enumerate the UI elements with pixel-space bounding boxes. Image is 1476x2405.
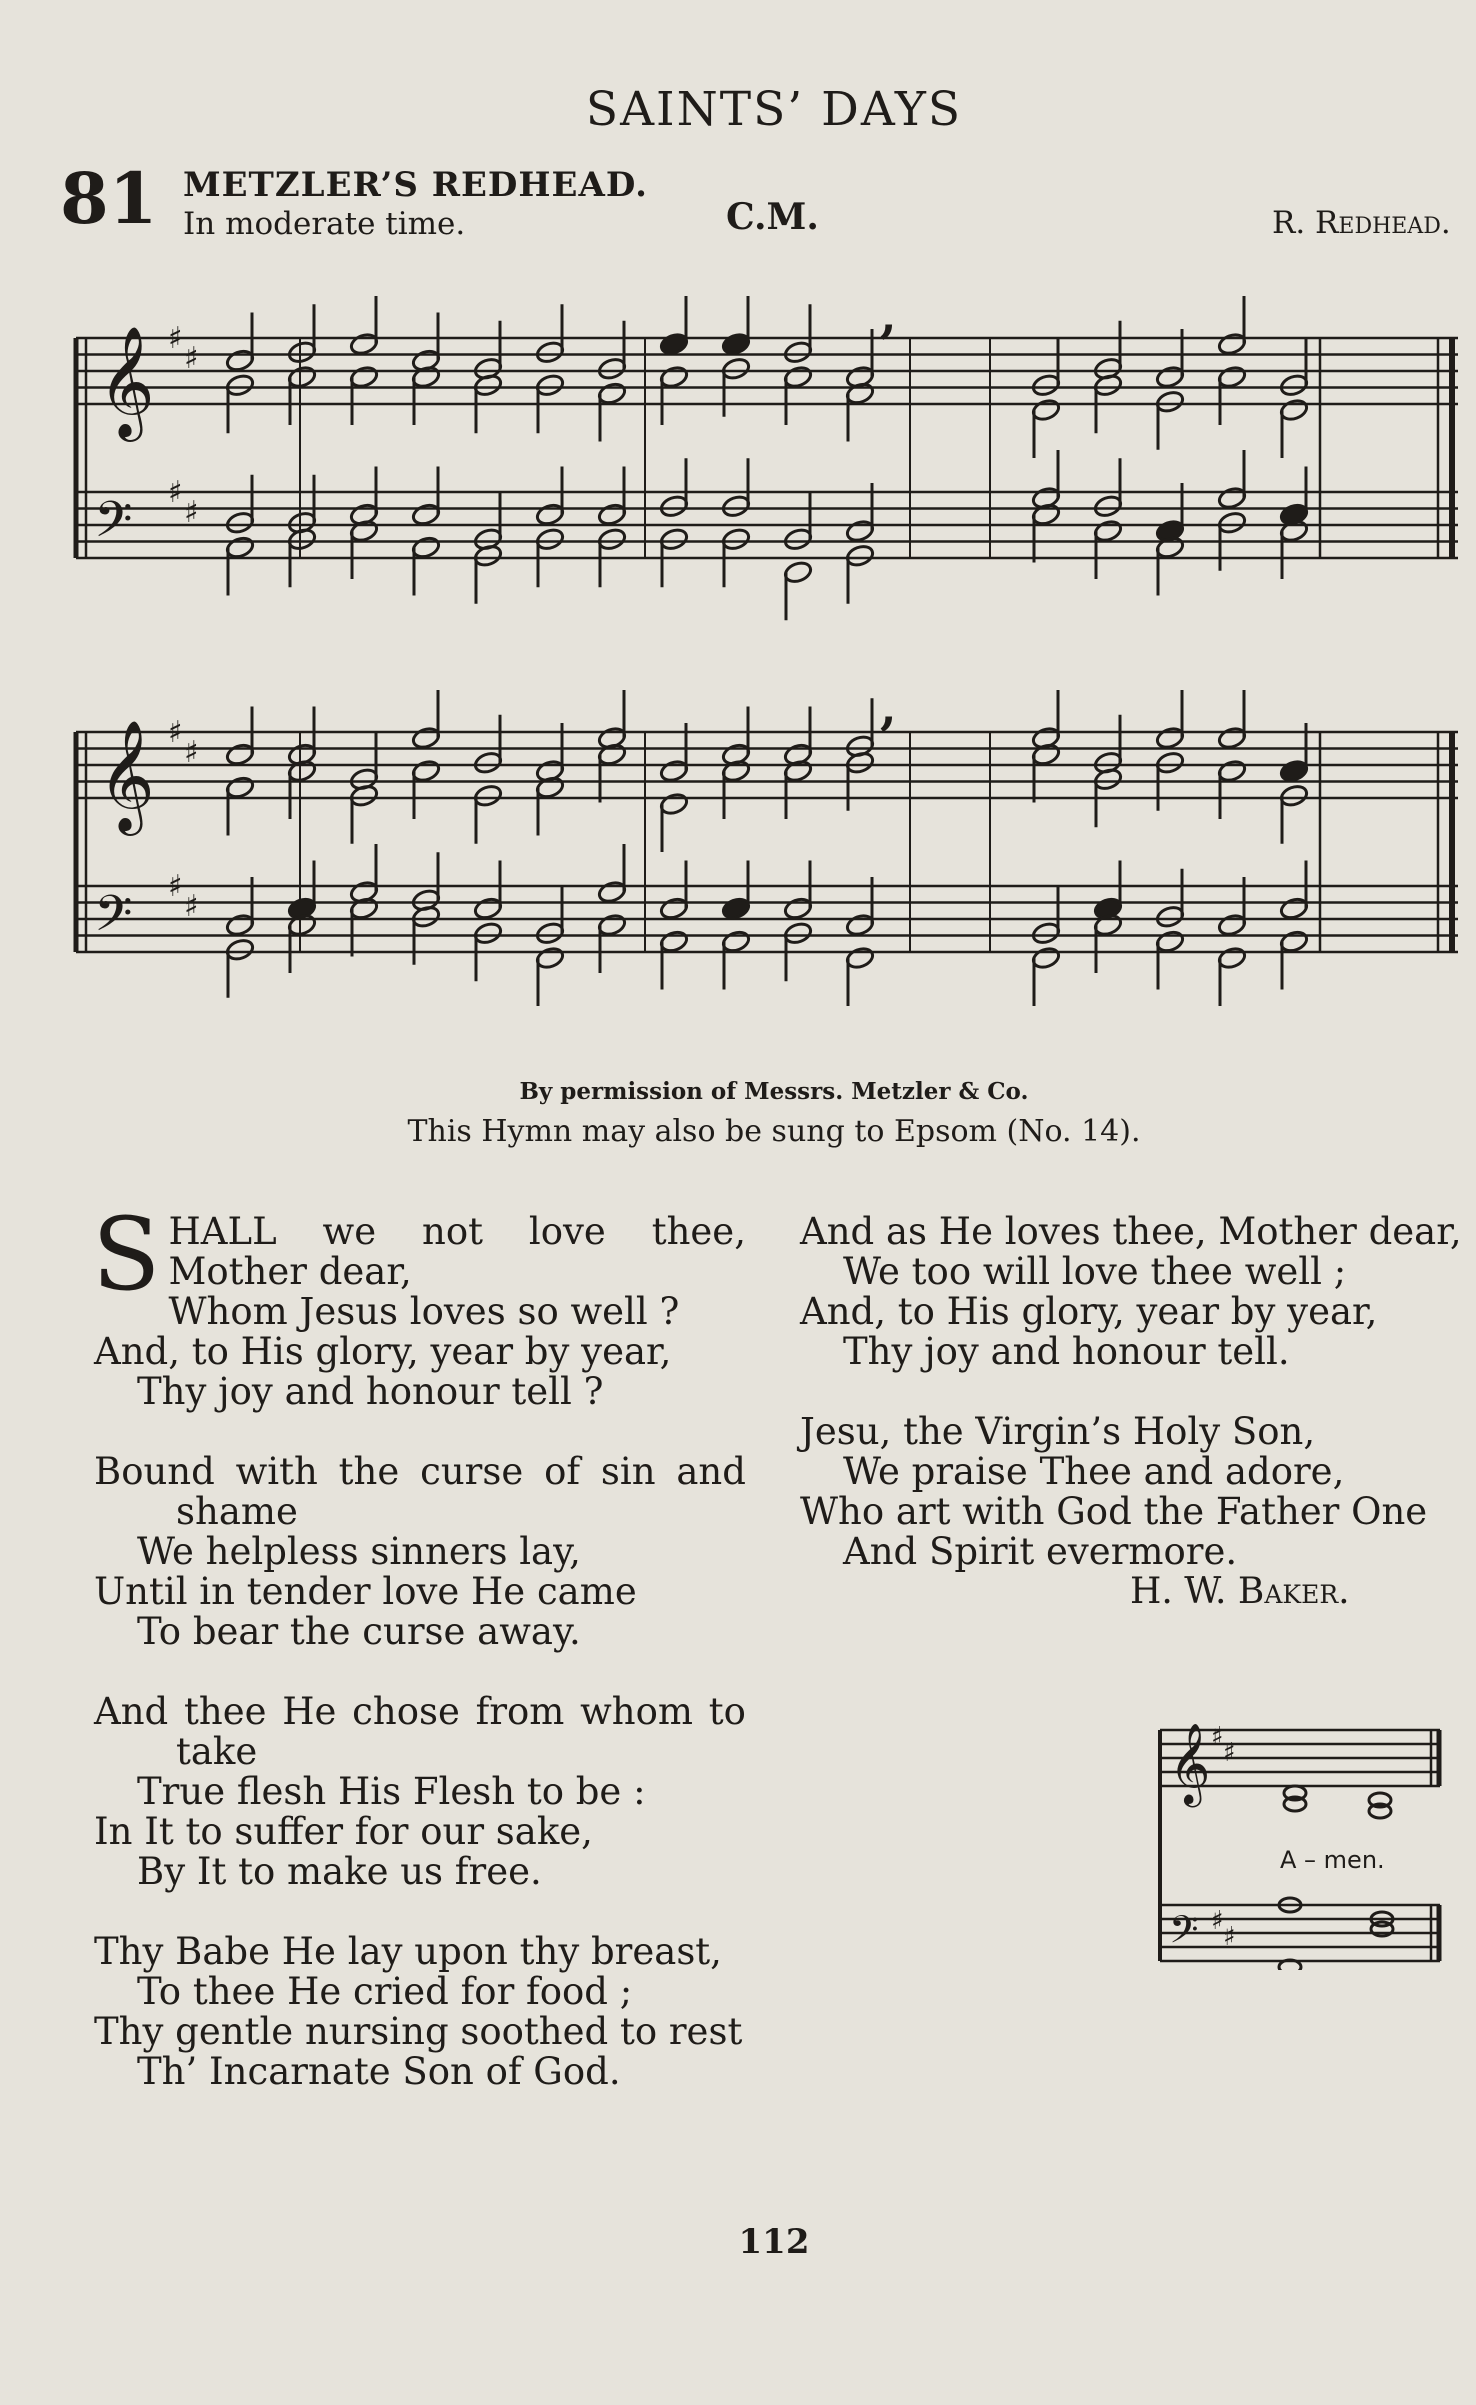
svg-text:,: , xyxy=(880,288,897,344)
verse-line: And as He loves thee, Mother dear, xyxy=(800,1210,1462,1253)
svg-text:♯: ♯ xyxy=(184,889,199,924)
svg-text:♯: ♯ xyxy=(168,475,183,510)
verse-word: to xyxy=(708,1690,746,1733)
svg-text:♯: ♯ xyxy=(184,495,199,530)
verse-word: the xyxy=(338,1450,400,1493)
tempo-marking: In moderate time. xyxy=(183,206,466,242)
verse-word: of xyxy=(544,1450,581,1493)
verse-line: And Spirit evermore. xyxy=(843,1530,1238,1573)
verse-line: Mother dear, xyxy=(168,1250,412,1293)
verses-right-column xyxy=(800,1212,1460,1652)
svg-text:♯: ♯ xyxy=(184,735,199,770)
verse-line: take xyxy=(176,1730,258,1773)
verse-word: HALL xyxy=(168,1210,277,1253)
verse-word: He xyxy=(282,1690,337,1733)
verse-line: Thy Babe He lay upon thy breast, xyxy=(94,1930,722,1973)
verse-word: and xyxy=(676,1450,746,1493)
section-title: SAINTS’ DAYS xyxy=(585,82,963,137)
svg-text:♯: ♯ xyxy=(184,341,199,376)
verse-line: To bear the curse away. xyxy=(137,1610,581,1653)
verse-word: sin xyxy=(600,1450,656,1493)
amen-lyric: A – men. xyxy=(1280,1846,1385,1874)
verse-line: We too will love thee well ; xyxy=(843,1250,1347,1293)
page-number: 112 xyxy=(738,2222,810,2262)
svg-text:♯: ♯ xyxy=(1223,1738,1236,1768)
music-score xyxy=(0,280,1476,1050)
stanza-5 xyxy=(800,1212,1460,1372)
svg-text:𝄢: 𝄢 xyxy=(94,885,133,955)
verse-word: Bound xyxy=(94,1450,215,1493)
verse-word: not xyxy=(422,1210,483,1253)
verse-line: Until in tender love He came xyxy=(94,1570,637,1613)
verse-word: chose xyxy=(352,1690,460,1733)
verse-line: Who art with God the Father One xyxy=(800,1490,1428,1533)
verse-word: curse xyxy=(420,1450,524,1493)
verse-word: And xyxy=(94,1690,169,1733)
svg-text:𝄢: 𝄢 xyxy=(1169,1907,1199,1961)
verse-line: We helpless sinners lay, xyxy=(137,1530,581,1573)
verse-word: thee xyxy=(184,1690,267,1733)
composer: R. Redhead. xyxy=(1272,205,1451,241)
hymn-author: H. W. Baker. xyxy=(1130,1571,1350,1612)
verse-line: To thee He cried for food ; xyxy=(137,1970,633,2013)
verse-line: True flesh His Flesh to be : xyxy=(137,1770,646,1813)
amen-score xyxy=(1155,1705,1445,1970)
alternative-tune-note: This Hymn may also be sung to Epsom (No. 14). xyxy=(407,1114,1141,1149)
svg-text:♯: ♯ xyxy=(1211,1906,1224,1936)
verse-line: Thy joy and honour tell ? xyxy=(137,1370,604,1413)
verse-line: We praise Thee and adore, xyxy=(843,1450,1345,1493)
verse-line: Thy gentle nursing soothed to rest xyxy=(94,2010,743,2053)
verse-line xyxy=(94,1692,746,1732)
svg-text:♯: ♯ xyxy=(168,715,183,750)
verse-word: whom xyxy=(580,1690,694,1733)
svg-text:♯: ♯ xyxy=(1223,1922,1236,1952)
verse-line: Whom Jesus loves so well ? xyxy=(168,1290,680,1333)
drop-cap: S xyxy=(92,1196,161,1313)
verse-line: And, to His glory, year by year, xyxy=(800,1290,1378,1333)
svg-text:𝄞: 𝄞 xyxy=(98,325,155,437)
svg-text:♯: ♯ xyxy=(168,869,183,904)
stanza-1 xyxy=(92,1196,746,1413)
verse-word: we xyxy=(322,1210,377,1253)
verse-word: with xyxy=(235,1450,318,1493)
verse-line: In It to suffer for our sake, xyxy=(94,1810,593,1853)
svg-text:𝄞: 𝄞 xyxy=(1169,1722,1211,1804)
verse-line: Th’ Incarnate Son of God. xyxy=(137,2050,621,2093)
stanza-4 xyxy=(94,1932,746,2092)
verse-line: Jesu, the Virgin’s Holy Son, xyxy=(800,1410,1316,1453)
stanza-6 xyxy=(800,1412,1460,1612)
meter: C.M. xyxy=(726,196,819,238)
verses-left-column xyxy=(92,1196,746,2132)
stanza-2 xyxy=(94,1452,746,1652)
svg-text:♯: ♯ xyxy=(168,321,183,356)
verse-line xyxy=(169,1212,746,1252)
svg-text:♯: ♯ xyxy=(1211,1722,1224,1752)
svg-text:𝄢: 𝄢 xyxy=(94,491,133,561)
verse-word: love xyxy=(528,1210,606,1253)
verse-word: from xyxy=(475,1690,565,1733)
svg-text:𝄞: 𝄞 xyxy=(98,719,155,831)
verse-line xyxy=(94,1452,746,1492)
svg-text:,: , xyxy=(880,680,897,736)
verse-line: And, to His glory, year by year, xyxy=(94,1330,672,1373)
verse-line: By It to make us free. xyxy=(137,1850,542,1893)
verse-line: Thy joy and honour tell. xyxy=(843,1330,1290,1373)
hymn-number: 81 xyxy=(60,157,158,240)
tune-name: METZLER’S REDHEAD. xyxy=(183,165,648,205)
verse-line: shame xyxy=(176,1490,298,1533)
permission-note: By permission of Messrs. Metzler & Co. xyxy=(519,1078,1029,1105)
stanza-3 xyxy=(94,1692,746,1892)
verse-word: thee, xyxy=(651,1210,746,1253)
